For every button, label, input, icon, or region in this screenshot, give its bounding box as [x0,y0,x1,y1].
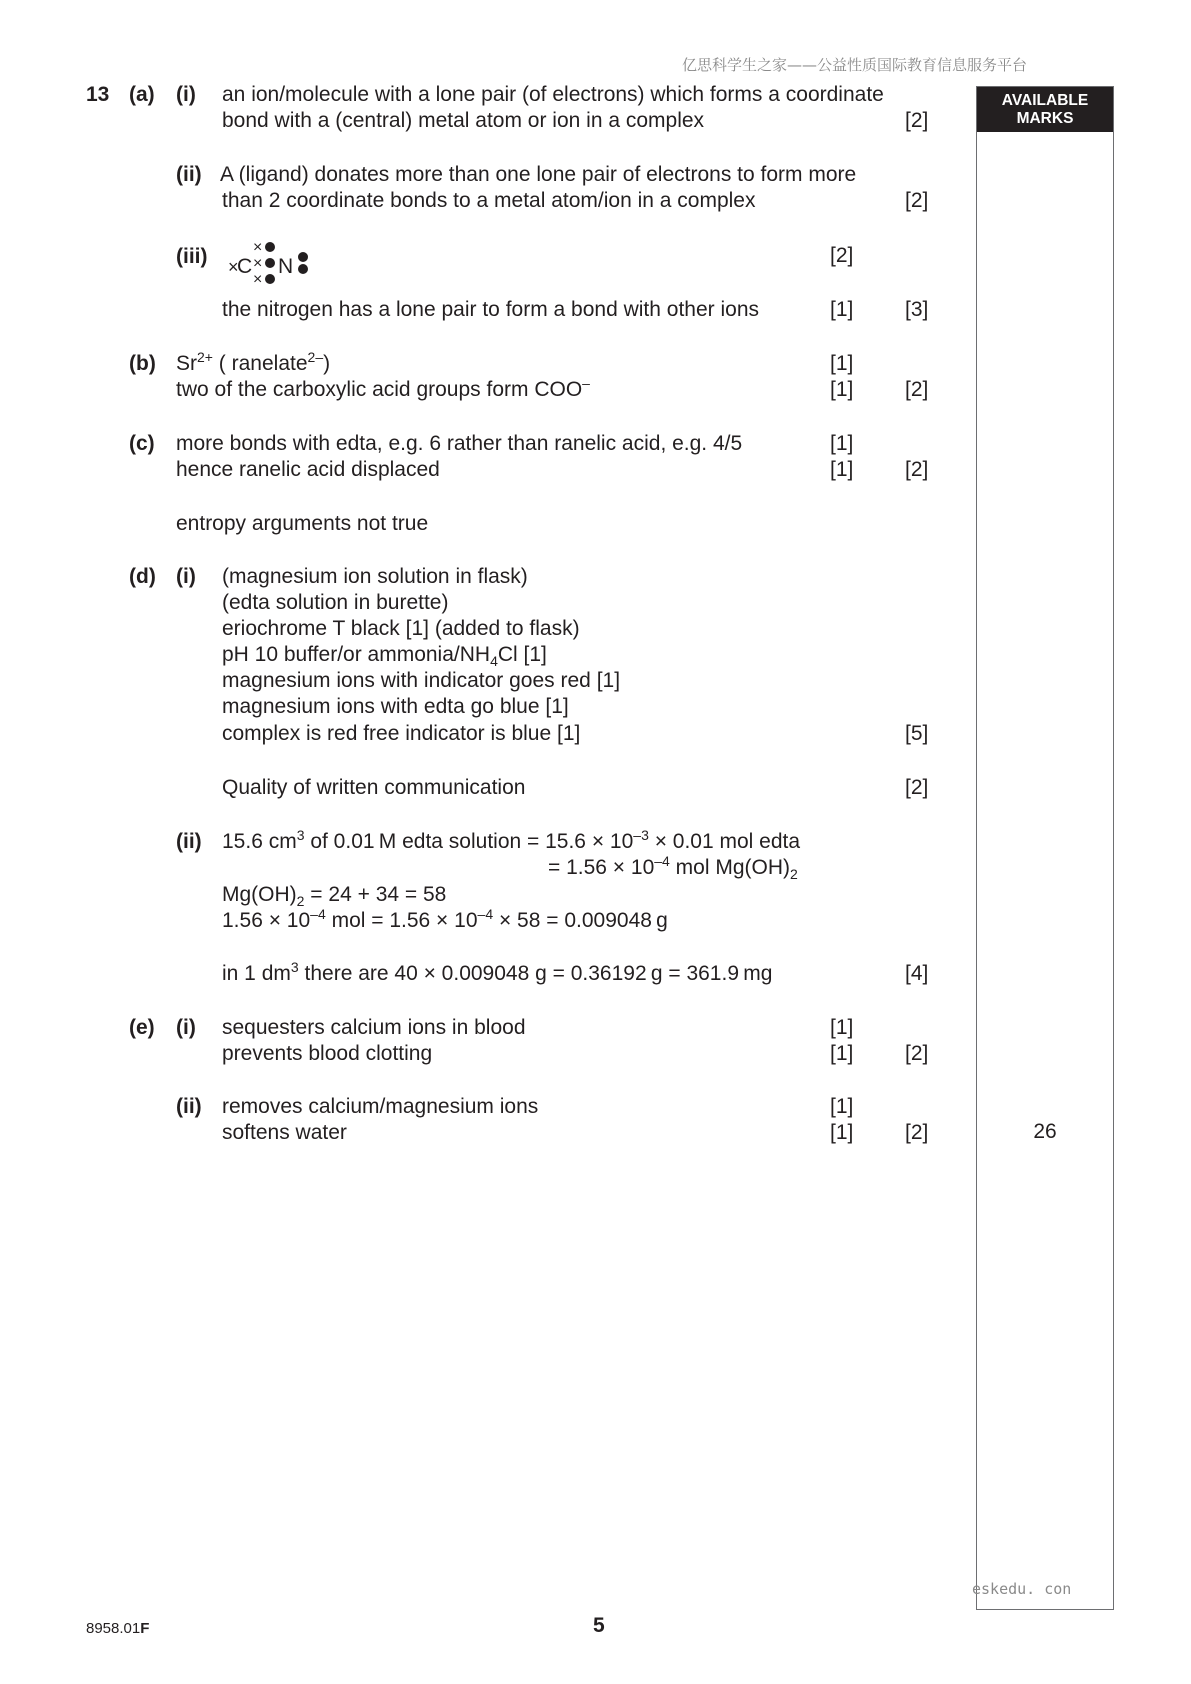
answer-line: bond with a (central) metal atom or ion in a complex [222,109,705,132]
calc-line: = $1.56 \times 10^{-4}$ mol $Mg(OH)_2$ [548,853,798,882]
mark-total: [2] [905,1042,929,1065]
calc-line: $1.56 \times 10^{-4}$ mol = $1.56 \times 10^{-4} \times 58 = 0.009048$ g [222,906,668,932]
answer-line: hence ranelic acid displaced [176,458,440,481]
part-d-ii-label: (ii) [176,830,202,853]
part-e-ii-label: (ii) [176,1095,202,1118]
mark-award: [1] [830,1095,854,1118]
question-number: 13 [86,83,110,106]
answer-line: more bonds with edta, e.g. 6 rather than ranelic acid, e.g. 4/5 [176,432,743,455]
mark-award: [1] [830,298,854,321]
answer-line: Quality of written communication [222,776,526,799]
mark-total: [2] [905,378,929,401]
mark-total: [2] [905,1121,929,1144]
answer-line: sequesters calcium ions in blood [222,1016,526,1039]
answer-line: an ion/molecule with a lone pair (of electrons) which forms a coordinate [222,83,884,106]
paper-code: 8958.01F [86,1620,150,1637]
part-d-i-label: (i) [176,565,196,588]
mark-award: [1] [830,1042,854,1065]
part-a-label: (a) [129,83,155,106]
svg-text:×: × [228,257,239,277]
available-marks-header [977,87,1113,132]
mark-total: [5] [905,722,929,745]
answer-note: entropy arguments not true [176,512,429,535]
marks-header-line2: MARKS [1016,110,1074,127]
part-e-i-label: (i) [176,1016,196,1039]
calc-line: $Mg(OH)_2 = 24 + 34 = 58$ [222,883,447,909]
available-marks-column [976,86,1114,1610]
mark-total: [4] [905,962,929,985]
mark-award: [1] [830,1016,854,1039]
footer-watermark: eskedu. con [972,1580,1072,1598]
mark-award: [1] [830,432,854,455]
answer-line: $Sr^{2+}$ ( ranelate$^{2-}$) [176,349,331,375]
calc-line: 15.6 $cm^3$ of 0.01 M edta solution = $15.6 \times 10^{-3} \times 0.01$ mol edta [222,827,801,853]
answer-line: the nitrogen has a lone pair to form a bond with other ions [222,298,759,321]
part-e-label: (e) [129,1016,155,1039]
part-a-i-label: (i) [176,83,196,106]
mark-award: [1] [830,1121,854,1144]
part-a-ii-label: (ii) [176,163,202,186]
mark-total: [2] [905,776,929,799]
mark-total: [3] [905,298,929,321]
marks-header-line1: AVAILABLE [1001,92,1089,109]
svg-text:×: × [253,240,263,256]
answer-line: two of the carboxylic acid groups form COO– [176,375,590,401]
answer-line: softens water [222,1121,347,1144]
part-d-label: (d) [129,565,156,588]
answer-line: (edta solution in burette) [222,591,449,614]
answer-line: eriochrome T black [1] (added to flask) [222,617,580,640]
answer-line: A (ligand) donates more than one lone pair of electrons to form more [220,163,857,186]
answer-line: than 2 coordinate bonds to a metal atom/ion in a complex [222,189,756,212]
page-number: 5 [593,1614,605,1637]
answer-line: pH 10 buffer/or ammonia/$NH_4Cl$ [1] [222,643,547,669]
mark-award: [1] [830,352,854,375]
answer-line: removes calcium/magnesium ions [222,1095,539,1118]
carbon-symbol: C [237,255,253,278]
part-b-label: (b) [129,352,156,375]
mark-award: [1] [830,378,854,401]
part-c-label: (c) [129,432,155,455]
part-a-iii-label: (iii) [176,245,208,268]
cyanide-dot-cross-diagram [222,240,312,286]
mark-award: [2] [830,244,854,267]
mark-award: [2] [905,109,929,132]
mark-award: [1] [830,458,854,481]
svg-text:×: × [253,255,263,272]
answer-line: complex is red free indicator is blue [1] [222,722,581,745]
answer-line: (magnesium ion solution in flask) [222,565,528,588]
mark-total: [2] [905,458,929,481]
mark-award: [2] [905,189,929,212]
header-watermark: 亿思科学生之家——公益性质国际教育信息服务平台 [682,56,1028,74]
calc-line: in 1 $dm^3$ there are 40 × 0.009048 g = 0.36192 g = 361.9 mg [222,959,773,985]
answer-line: magnesium ions with indicator goes red [1] [222,669,621,692]
answer-line: prevents blood clotting [222,1042,433,1065]
answer-line: magnesium ions with edta go blue [1] [222,695,569,718]
nitrogen-symbol: N [278,255,294,278]
svg-text:×: × [253,271,263,286]
marks-total: 26 [1033,1120,1057,1143]
